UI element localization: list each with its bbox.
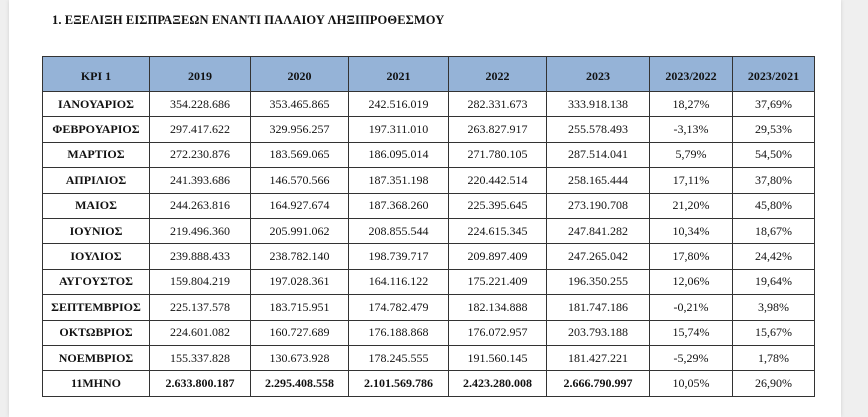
amount-cell: 175.221.409 (449, 269, 547, 294)
percent-cell: 1,78% (733, 345, 815, 370)
amount-cell: 282.331.673 (449, 92, 547, 117)
month-cell: ΑΠΡΙΛΙΟΣ (43, 168, 150, 193)
percent-cell: -0,21% (650, 295, 733, 320)
amount-cell: 244.263.816 (150, 193, 251, 218)
table-row (43, 269, 815, 294)
amount-cell: 2.666.790.997 (547, 371, 650, 396)
table-row (43, 117, 815, 142)
column-header: KPI 1 (43, 57, 150, 92)
amount-cell: 354.228.686 (150, 92, 251, 117)
percent-cell: 21,20% (650, 193, 733, 218)
month-cell: ΣΕΠΤΕΜΒΡΙΟΣ (43, 295, 150, 320)
amount-cell: 2.423.280.008 (449, 371, 547, 396)
column-header: 2020 (251, 57, 349, 92)
percent-cell: 15,74% (650, 320, 733, 345)
amount-cell: 176.188.868 (349, 320, 449, 345)
percent-cell: 10,05% (650, 371, 733, 396)
amount-cell: 241.393.686 (150, 168, 251, 193)
percent-cell: 17,80% (650, 244, 733, 269)
percent-cell: 24,42% (733, 244, 815, 269)
amount-cell: 209.897.409 (449, 244, 547, 269)
table-row (43, 295, 815, 320)
percent-cell: 45,80% (733, 193, 815, 218)
amount-cell: 196.350.255 (547, 269, 650, 294)
percent-cell: 19,64% (733, 269, 815, 294)
table-row (43, 168, 815, 193)
month-cell: ΦΕΒΡΟΥΑΡΙΟΣ (43, 117, 150, 142)
collections-table (42, 56, 815, 397)
amount-cell: 2.633.800.187 (150, 371, 251, 396)
percent-cell: 18,27% (650, 92, 733, 117)
month-cell: ΙΟΥΛΙΟΣ (43, 244, 150, 269)
table-row (43, 142, 815, 167)
percent-cell: 3,98% (733, 295, 815, 320)
percent-cell: -3,13% (650, 117, 733, 142)
amount-cell: 183.715.951 (251, 295, 349, 320)
amount-cell: 220.442.514 (449, 168, 547, 193)
percent-cell: 17,11% (650, 168, 733, 193)
amount-cell: 182.134.888 (449, 295, 547, 320)
amount-cell: 186.095.014 (349, 142, 449, 167)
amount-cell: 2.101.569.786 (349, 371, 449, 396)
amount-cell: 197.311.010 (349, 117, 449, 142)
amount-cell: 191.560.145 (449, 345, 547, 370)
amount-cell: 197.028.361 (251, 269, 349, 294)
amount-cell: 225.395.645 (449, 193, 547, 218)
amount-cell: 183.569.065 (251, 142, 349, 167)
month-cell: ΑΥΓΟΥΣΤΟΣ (43, 269, 150, 294)
amount-cell: 155.337.828 (150, 345, 251, 370)
percent-cell: 37,69% (733, 92, 815, 117)
amount-cell: 164.116.122 (349, 269, 449, 294)
percent-cell: 29,53% (733, 117, 815, 142)
table-row (43, 193, 815, 218)
document-page (9, 0, 841, 417)
amount-cell: 174.782.479 (349, 295, 449, 320)
amount-cell: 297.417.622 (150, 117, 251, 142)
amount-cell: 160.727.689 (251, 320, 349, 345)
month-cell: ΙΟΥΝΙΟΣ (43, 218, 150, 243)
amount-cell: 263.827.917 (449, 117, 547, 142)
amount-cell: 224.615.345 (449, 218, 547, 243)
amount-cell: 255.578.493 (547, 117, 650, 142)
amount-cell: 176.072.957 (449, 320, 547, 345)
amount-cell: 329.956.257 (251, 117, 349, 142)
amount-cell: 247.265.042 (547, 244, 650, 269)
amount-cell: 219.496.360 (150, 218, 251, 243)
amount-cell: 224.601.082 (150, 320, 251, 345)
amount-cell: 247.841.282 (547, 218, 650, 243)
month-cell: 11ΜΗΝΟ (43, 371, 150, 396)
month-cell: ΙΑΝΟΥΑΡΙΟΣ (43, 92, 150, 117)
column-header: 2022 (449, 57, 547, 92)
column-header: 2023/2022 (650, 57, 733, 92)
table-row (43, 218, 815, 243)
table-row (43, 244, 815, 269)
total-row (43, 371, 815, 396)
table-row (43, 92, 815, 117)
table-row (43, 320, 815, 345)
column-header: 2023 (547, 57, 650, 92)
amount-cell: 287.514.041 (547, 142, 650, 167)
month-cell: ΜΑΡΤΙΟΣ (43, 142, 150, 167)
amount-cell: 164.927.674 (251, 193, 349, 218)
amount-cell: 225.137.578 (150, 295, 251, 320)
amount-cell: 198.739.717 (349, 244, 449, 269)
table-row (43, 345, 815, 370)
percent-cell: 26,90% (733, 371, 815, 396)
percent-cell: -5,29% (650, 345, 733, 370)
amount-cell: 272.230.876 (150, 142, 251, 167)
amount-cell: 208.855.544 (349, 218, 449, 243)
table-header-row (43, 57, 815, 92)
amount-cell: 333.918.138 (547, 92, 650, 117)
percent-cell: 54,50% (733, 142, 815, 167)
column-header: 2023/2021 (733, 57, 815, 92)
amount-cell: 271.780.105 (449, 142, 547, 167)
percent-cell: 15,67% (733, 320, 815, 345)
section-title: 1. ΕΞΕΛΙΞΗ ΕΙΣΠΡΑΞΕΩΝ ΕΝΑΝΤΙ ΠΑΛΑΙΟΥ ΛΗΞΙΠΡΟΘΕΣΜΟΥ (52, 13, 445, 27)
amount-cell: 258.165.444 (547, 168, 650, 193)
month-cell: ΝΟΕΜΒΡΙΟΣ (43, 345, 150, 370)
amount-cell: 238.782.140 (251, 244, 349, 269)
amount-cell: 2.295.408.558 (251, 371, 349, 396)
month-cell: ΟΚΤΩΒΡΙΟΣ (43, 320, 150, 345)
percent-cell: 10,34% (650, 218, 733, 243)
amount-cell: 178.245.555 (349, 345, 449, 370)
percent-cell: 12,06% (650, 269, 733, 294)
amount-cell: 205.991.062 (251, 218, 349, 243)
amount-cell: 146.570.566 (251, 168, 349, 193)
amount-cell: 187.368.260 (349, 193, 449, 218)
amount-cell: 239.888.433 (150, 244, 251, 269)
amount-cell: 181.747.186 (547, 295, 650, 320)
amount-cell: 273.190.708 (547, 193, 650, 218)
amount-cell: 203.793.188 (547, 320, 650, 345)
amount-cell: 159.804.219 (150, 269, 251, 294)
amount-cell: 242.516.019 (349, 92, 449, 117)
column-header: 2019 (150, 57, 251, 92)
percent-cell: 37,80% (733, 168, 815, 193)
percent-cell: 5,79% (650, 142, 733, 167)
amount-cell: 181.427.221 (547, 345, 650, 370)
amount-cell: 353.465.865 (251, 92, 349, 117)
column-header: 2021 (349, 57, 449, 92)
percent-cell: 18,67% (733, 218, 815, 243)
amount-cell: 187.351.198 (349, 168, 449, 193)
amount-cell: 130.673.928 (251, 345, 349, 370)
month-cell: ΜΑΙΟΣ (43, 193, 150, 218)
